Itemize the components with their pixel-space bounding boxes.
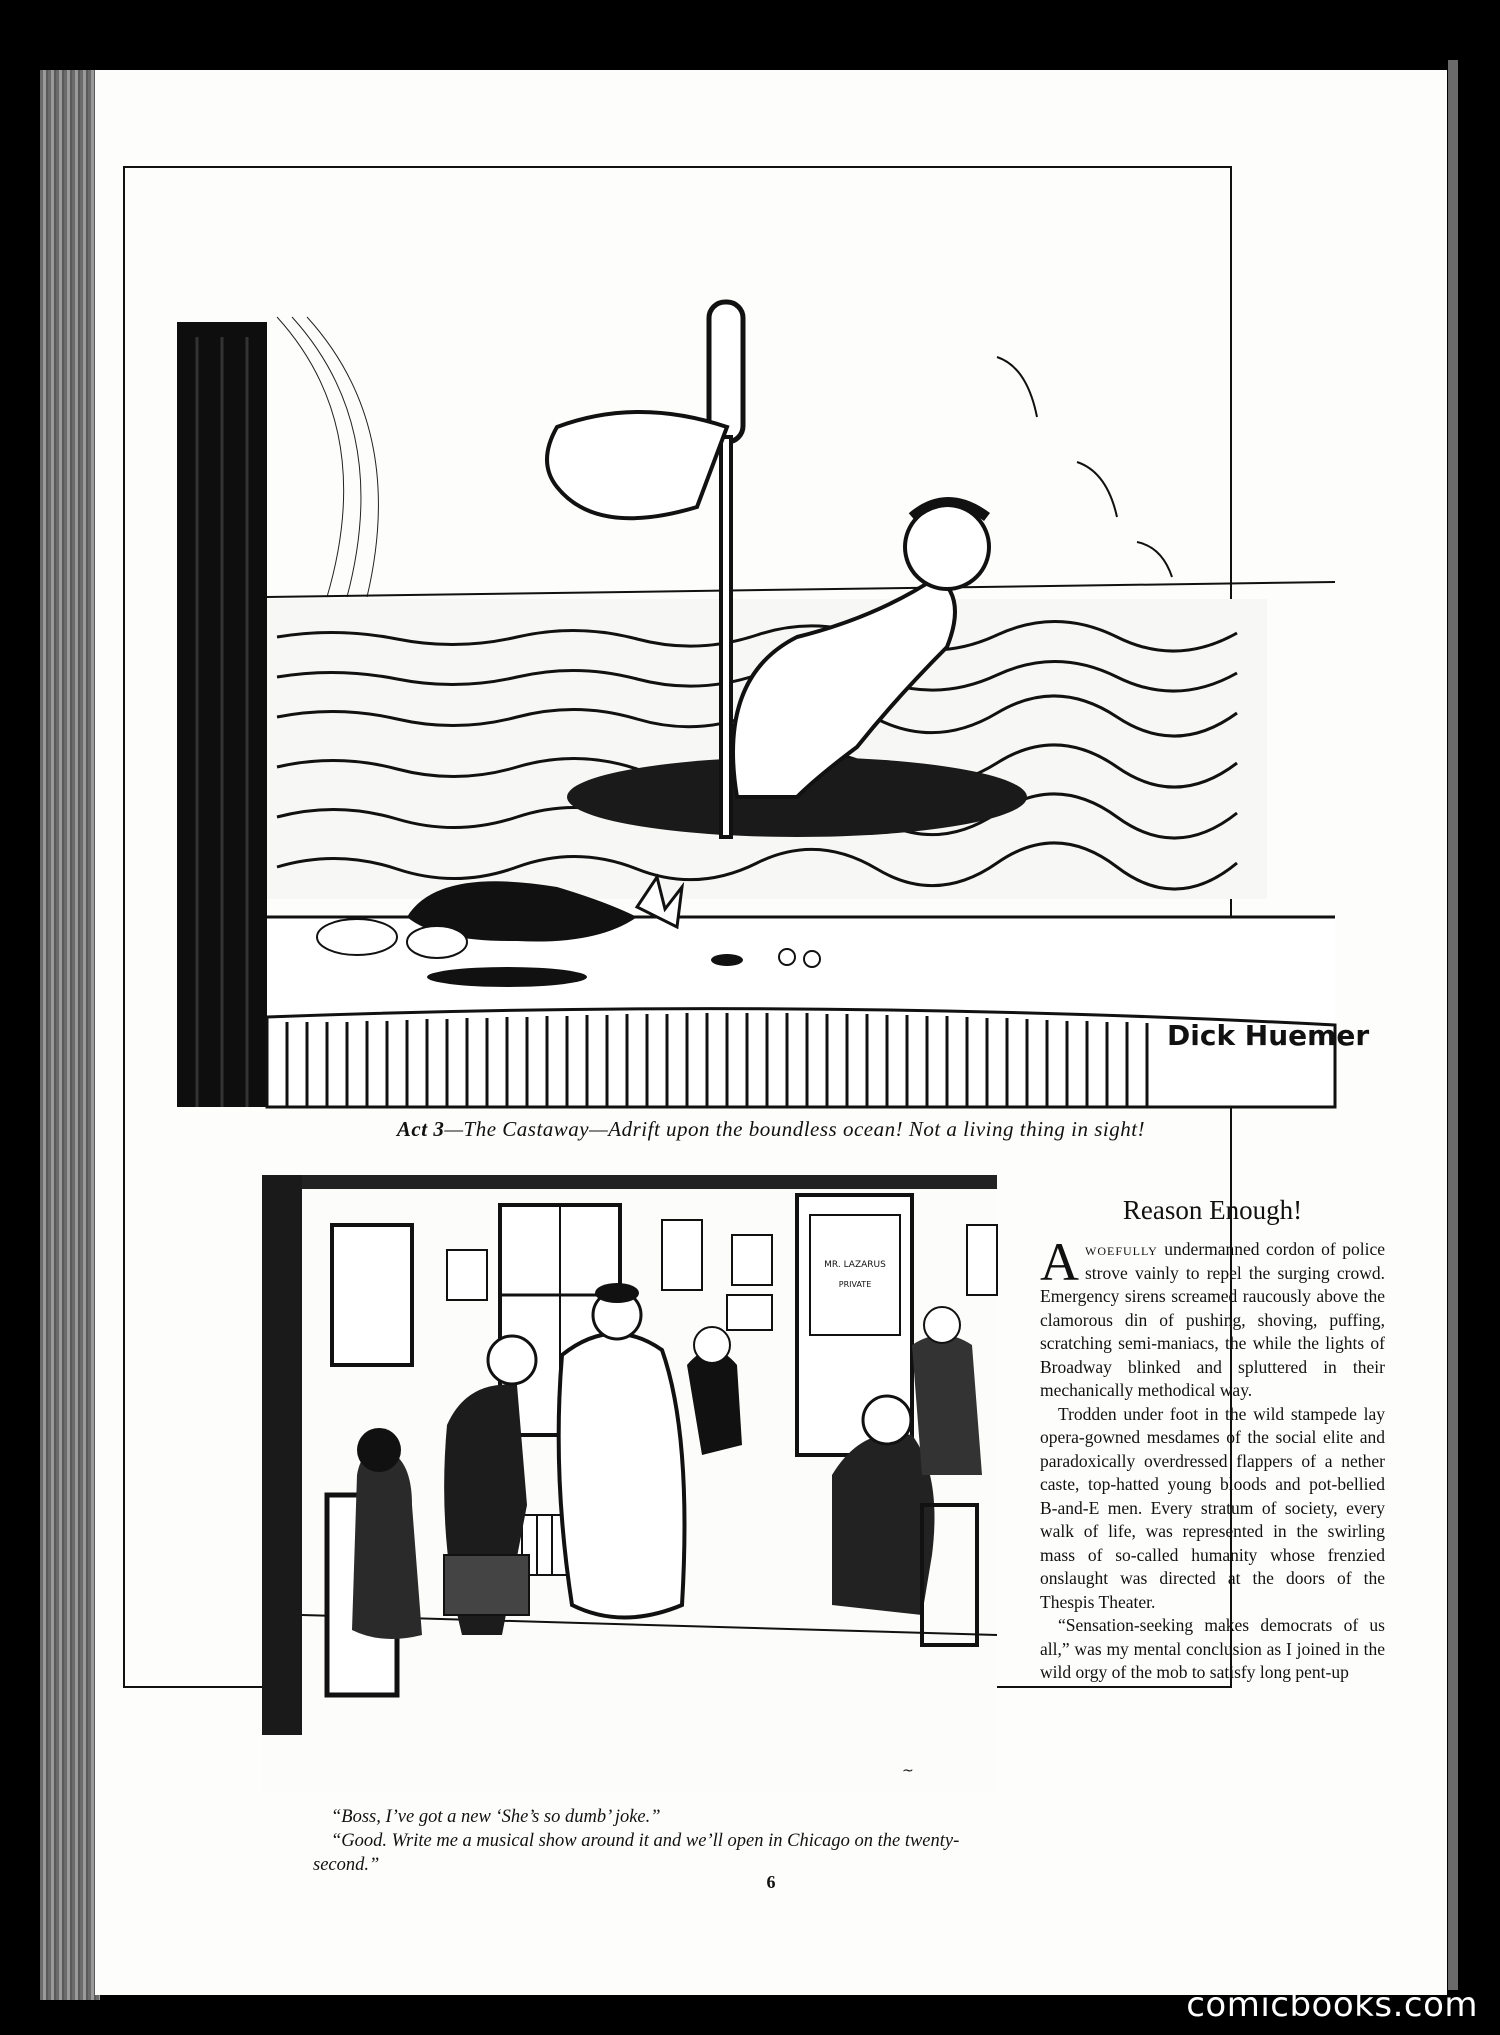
bottom-cartoon-caption xyxy=(313,1805,993,1877)
framed-portrait xyxy=(332,1225,412,1365)
office-door-private: PRIVATE xyxy=(838,1280,872,1289)
office-door-name: MR. LAZARUS xyxy=(824,1260,886,1270)
waiting-room-cartoon xyxy=(262,1175,997,1793)
svg-text:~: ~ xyxy=(902,1763,914,1779)
sky-clouds xyxy=(997,357,1172,577)
article-body xyxy=(1040,1232,1385,1685)
top-cartoon-caption xyxy=(95,1117,1447,1142)
page-number: 6 xyxy=(766,1872,776,1892)
castaway-stage-cartoon xyxy=(177,277,1370,1107)
book-right-edge xyxy=(1448,60,1458,1990)
sky-hatching xyxy=(277,317,378,597)
article-paragraph-2: Trodden under foot in the wild stampede lay opera-gowned mesdames of the social elite and paradoxically overdressed flappers of a nether caste, top-hatted young bloods and pot-bellied B-and-E men. Every stratum of society, every walk of life, was represented in the swirling mass of so-called humanity whose frenzied onslaught was directed at the doors of the Thespis Theater. xyxy=(1040,1403,1385,1612)
cartoon-signature: Dick Huemer xyxy=(1167,1019,1370,1052)
article-title: Reason Enough! xyxy=(1122,1195,1303,1225)
caption-line-2: “Good. Write me a musical show around it and we’ll open in Chicago on the twenty-second.” xyxy=(313,1831,960,1875)
shirt-flag xyxy=(547,412,727,518)
article-paragraph-3: “Sensation-seeking makes democrats of us all,” was my mental conclusion as I joined in the wild orgy of the mob to satisfy long pent-up xyxy=(1040,1615,1385,1682)
oar-shaft xyxy=(721,437,731,837)
watermark: comicbooks.com xyxy=(1186,1985,1478,2025)
article-paragraph-1 xyxy=(1040,1232,1385,1403)
lead-smallcaps: woefully xyxy=(1085,1239,1158,1259)
drop-cap: A xyxy=(1040,1232,1079,1292)
article-reason-enough xyxy=(1040,1195,1385,1685)
suitcase xyxy=(444,1555,529,1615)
caption-act-text: —The Castaway—Adrift upon the boundless ocean! Not a living thing in sight! xyxy=(444,1117,1146,1141)
caption-line-1: “Boss, I’ve got a new ‘She’s so dumb’ joke.” xyxy=(331,1807,661,1827)
horizon-line xyxy=(267,582,1335,597)
book-page-edges xyxy=(40,70,100,2000)
paragraph-1-text: undermanned cordon of police strove vainly to repel the surging crowd. Emergency sirens screamed raucously above the clamorous din of pushing, shoving, puffing, scratching semi-maniacs, the while the lights of Broadway blinked and spluttered in their mechanically methodical way. xyxy=(1040,1239,1385,1400)
caption-act-label: Act 3 xyxy=(396,1117,445,1141)
